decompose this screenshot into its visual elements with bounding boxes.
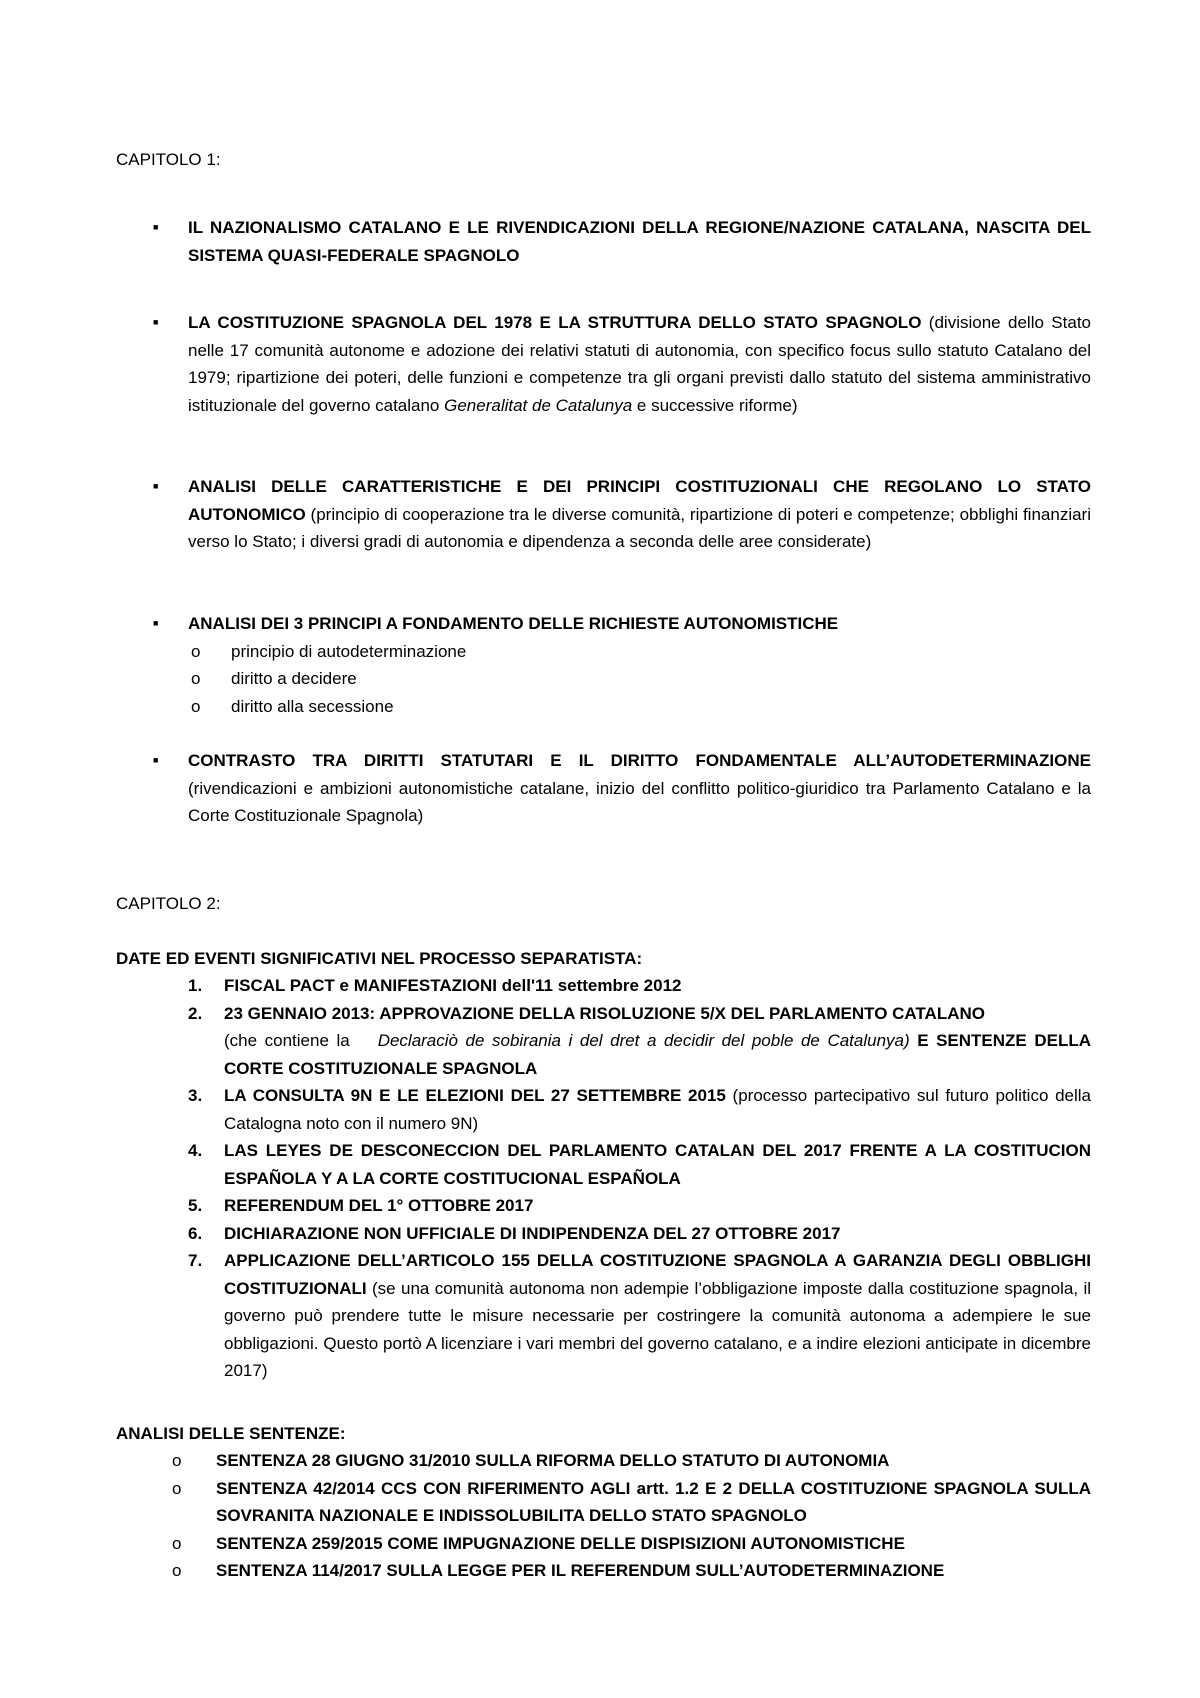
list-item: o SENTENZA 42/2014 CCS CON RIFERIMENTO AGLI artt. 1.2 E 2 DELLA COSTITUZIONE SPAGNOLA SULLA SOVRANITA NAZIONALE E INDISSOLUBILITA DELLO STATO SPAGNOLO (116, 1475, 1091, 1530)
sentenze-heading: ANALISI DELLE SENTENZE: (116, 1424, 346, 1443)
square-bullet-icon: ■ (153, 317, 159, 327)
circle-bullet-icon: o (172, 1561, 182, 1580)
list-item: 4. LAS LEYES DE DESCONECCION DEL PARLAMENTO CATALAN DEL 2017 FRENTE A LA COSTITUCION ESPAÑOLA Y A LA CORTE COSTITUCIONAL ESPAÑOLA (188, 1141, 1091, 1188)
chapter-1-title: CAPITOLO 1: (116, 150, 221, 169)
square-bullet-icon: ■ (153, 222, 159, 232)
chapter-1-bullet-5: ■ CONTRASTO TRA DIRITTI STATUTARI E IL DIRITTO FONDAMENTALE ALL’AUTODETERMINAZIONE (rivendicazioni e ambizioni autonomistiche catalane, inizio del conflitto politico-giuridico tra Parlamento Catalano e la Corte Costituzionale Spagnola) (116, 747, 1091, 830)
sub-item: o diritto a decidere (231, 665, 1091, 693)
list-item: 2. 23 GENNAIO 2013: APPROVAZIONE DELLA RISOLUZIONE 5/X DEL PARLAMENTO CATALANO (che contiene la Declaraciò de sobirania i del dret a decidir del poble de Catalunya) E SENTENZE DELLA CORTE COSTITUZIONALE SPAGNOLA (188, 1003, 1091, 1078)
circle-bullet-icon: o (172, 1533, 182, 1553)
list-item: 3. LA CONSULTA 9N E LE ELEZIONI DEL 27 SETTEMBRE 2015 (processo partecipativo sul futuro politico della Catalogna noto con il numero 9N) (188, 1086, 1091, 1133)
list-item: 1. FISCAL PACT e MANIFESTAZIONI dell'11 settembre 2012 (188, 976, 682, 995)
events-heading: DATE ED EVENTI SIGNIFICATIVI NEL PROCESSO SEPARATISTA: (116, 949, 643, 968)
list-item: 5. REFERENDUM DEL 1° OTTOBRE 2017 (188, 1196, 534, 1215)
square-bullet-icon: ■ (153, 481, 159, 491)
list-item: 7. APPLICAZIONE DELL’ARTICOLO 155 DELLA COSTITUZIONE SPAGNOLA A GARANZIA DEGLI OBBLIGHI COSTITUZIONALI (se una comunità autonoma non adempie l’obbligazione imposte dalla costituzione spagnola, il governo può prendere tutte le misure necessarie per costringere la comunità autonoma a adempiere le sue obbligazioni. Questo portò A licenziare i vari membri del governo catalano, e a indire elezioni anticipate in dicembre 2017) (188, 1251, 1091, 1380)
circle-bullet-icon: o (172, 1478, 182, 1498)
chapter-1-bullet-3: ■ ANALISI DELLE CARATTERISTICHE E DEI PRINCIPI COSTITUZIONALI CHE REGOLANO LO STATO AUTONOMICO (principio di cooperazione tra le diverse comunità, ripartizione di poteri e competenze; obblighi finanziari verso lo Stato; i diversi gradi di autonomia e dipendenza a seconda delle aree considerate) (116, 473, 1091, 556)
sentenze-list (116, 1447, 1091, 1585)
list-item: o SENTENZA 28 GIUGNO 31/2010 SULLA RIFORMA DELLO STATUTO DI AUTONOMIA (116, 1447, 1091, 1475)
list-item: o SENTENZA 259/2015 COME IMPUGNAZIONE DELLE DISPISIZIONI AUTONOMISTICHE (116, 1530, 1091, 1558)
sub-item: o principio di autodeterminazione (231, 638, 1091, 666)
chapter-1-bullet-2: ■ LA COSTITUZIONE SPAGNOLA DEL 1978 E LA STRUTTURA DELLO STATO SPAGNOLO (divisione dello Stato nelle 17 comunità autonome e adozione dei relativi statuti di autonomia, con specifico focus sullo statuto Catalano del 1979; ripartizione dei poteri, delle funzioni e competenze tra gli organi previsti dallo statuto del sistema amministrativo istituzionale del governo catalano Generalitat de Catalunya e successive riforme) (116, 309, 1091, 419)
circle-bullet-icon: o (172, 1451, 182, 1470)
list-item: o SENTENZA 114/2017 SULLA LEGGE PER IL REFERENDUM SULL’AUTODETERMINAZIONE (116, 1557, 1091, 1585)
circle-bullet-icon: o (191, 669, 201, 688)
chapter-2-title: CAPITOLO 2: (116, 894, 221, 913)
circle-bullet-icon: o (191, 641, 201, 661)
chapter-1-bullet-4: ■ ANALISI DEI 3 PRINCIPI A FONDAMENTO DELLE RICHIESTE AUTONOMISTICHE o principio di autodeterminazione o diritto a decidere o diritto alla secessione (116, 610, 1091, 720)
square-bullet-icon: ■ (153, 618, 159, 628)
chapter-1-bullet-1: ■ IL NAZIONALISMO CATALANO E LE RIVENDICAZIONI DELLA REGIONE/NAZIONE CATALANA, NASCITA DEL SISTEMA QUASI-FEDERALE SPAGNOLO (116, 214, 1091, 269)
sub-item: o diritto alla secessione (231, 693, 1091, 721)
list-item: 6. DICHIARAZIONE NON UFFICIALE DI INDIPENDENZA DEL 27 OTTOBRE 2017 (188, 1223, 841, 1243)
events-list (116, 972, 1091, 1385)
circle-bullet-icon: o (191, 696, 201, 716)
square-bullet-icon: ■ (153, 755, 159, 765)
